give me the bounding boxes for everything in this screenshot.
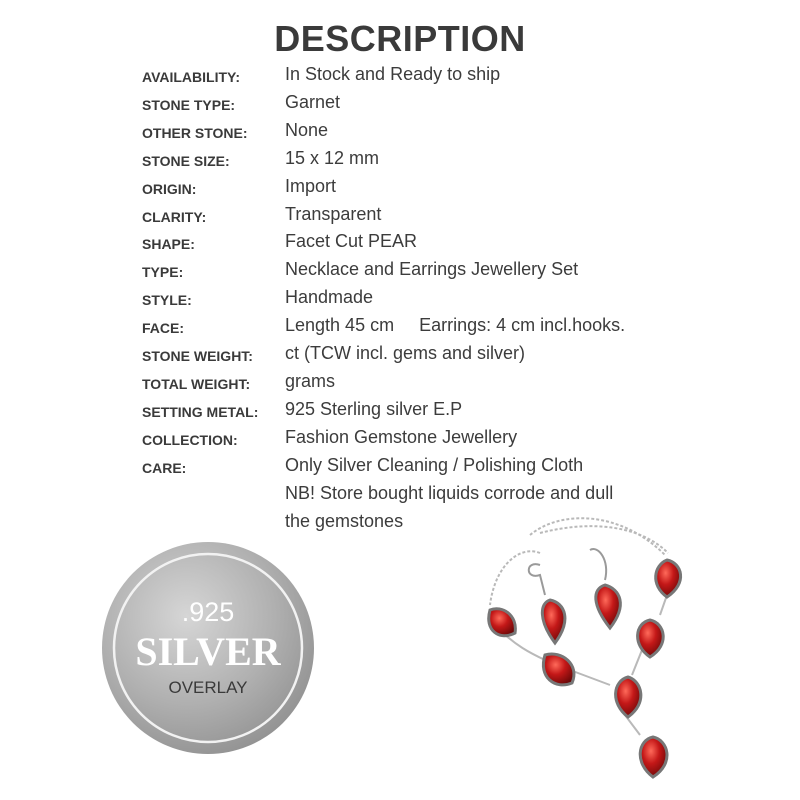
spec-value: None [285, 120, 329, 140]
spec-row-availability [142, 62, 702, 90]
spec-label: FACE: [142, 320, 184, 336]
spec-row-other-stone [142, 118, 702, 146]
spec-label: AVAILABILITY: [142, 69, 240, 85]
earring-hooks [529, 549, 606, 595]
spec-value: grams [285, 371, 336, 391]
spec-row-face [142, 313, 702, 341]
spec-row-stone-weight [142, 341, 702, 369]
spec-value: 15 x 12 mm [285, 148, 380, 168]
spec-label: SHAPE: [142, 236, 195, 252]
spec-value: Import [285, 176, 337, 196]
spec-row-stone-type [142, 90, 702, 118]
spec-row-origin [142, 174, 702, 202]
spec-row-total-weight [142, 369, 702, 397]
spec-label: STYLE: [142, 292, 192, 308]
spec-value: Garnet [285, 92, 341, 112]
spec-value: Handmade [285, 287, 374, 307]
spec-value: Fashion Gemstone Jewellery [285, 427, 518, 447]
page-title: DESCRIPTION [274, 18, 526, 59]
spec-label: CARE: [142, 460, 187, 476]
spec-row-shape [142, 229, 702, 257]
spec-value: Length 45 cm Earrings: 4 cm incl.hooks. [285, 315, 626, 335]
spec-label: TYPE: [142, 264, 184, 280]
garnet-stones [489, 560, 681, 777]
spec-value: Only Silver Cleaning / Polishing Cloth [285, 455, 584, 475]
badge-middle-text: SILVER [135, 629, 281, 674]
spec-row-clarity [142, 202, 702, 230]
spec-row-setting-metal [142, 397, 702, 425]
spec-row-collection [142, 425, 702, 453]
spec-label: STONE SIZE: [142, 153, 230, 169]
spec-label: COLLECTION: [142, 432, 238, 448]
spec-value: the gemstones [285, 511, 404, 531]
spec-label: TOTAL WEIGHT: [142, 376, 251, 392]
spec-value: ct (TCW incl. gems and silver) [285, 343, 526, 363]
spec-label: OTHER STONE: [142, 125, 248, 141]
spec-row-type [142, 257, 702, 285]
spec-value: NB! Store bought liquids corrode and dull [285, 483, 614, 503]
spec-label: ORIGIN: [142, 181, 197, 197]
spec-row-style [142, 285, 702, 313]
badge-bottom-text: OVERLAY [168, 678, 248, 697]
jewellery-set-image [470, 505, 700, 795]
spec-value: Transparent [285, 204, 382, 224]
silver-overlay-badge [101, 541, 315, 755]
spec-label: SETTING METAL: [142, 404, 259, 420]
spec-row-care [142, 453, 702, 481]
spec-label: STONE WEIGHT: [142, 348, 253, 364]
spec-value: In Stock and Ready to ship [285, 64, 501, 84]
spec-row-stone-size [142, 146, 702, 174]
spec-value: Facet Cut PEAR [285, 231, 418, 251]
badge-top-text: .925 [181, 597, 235, 627]
spec-value: 925 Sterling silver E.P [285, 399, 463, 419]
spec-label: CLARITY: [142, 209, 207, 225]
spec-label: STONE TYPE: [142, 97, 236, 113]
spec-value: Necklace and Earrings Jewellery Set [285, 259, 579, 279]
